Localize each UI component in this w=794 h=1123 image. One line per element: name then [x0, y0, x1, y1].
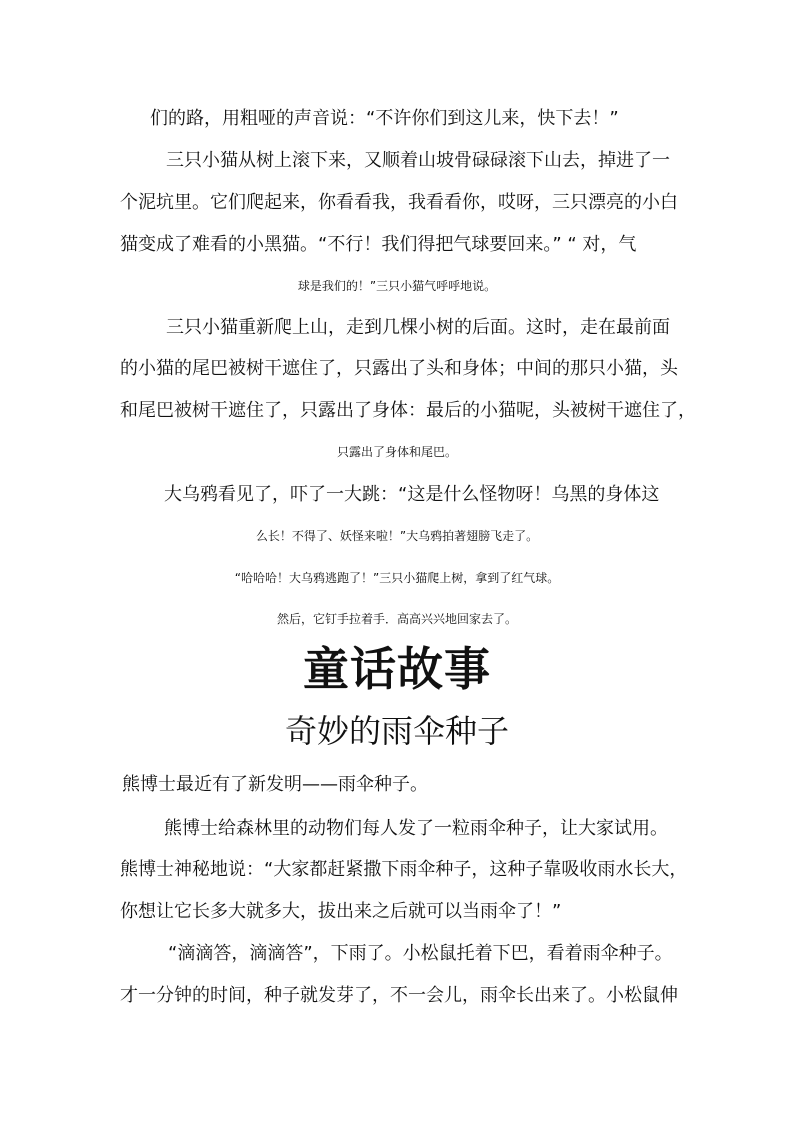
- story2-line-3: 熊博士神秘地说：“大家都赶紧撒下雨伞种子，这种子靠吸收雨水长大，: [120, 859, 688, 880]
- story2-title: 奇妙的雨伞种子: [284, 712, 509, 750]
- story2-line-4: 你想让它长多大就多大，拔出来之后就可以当雨伞了！”: [120, 901, 562, 922]
- story1-line-9: 只露出了身体和尾巴。: [336, 445, 457, 459]
- story2-line-2: 熊博士给森林里的动物们每人发了一粒雨伞种子，让大家试用。: [164, 818, 668, 839]
- story2-line-6: 才一分钟的时间，种子就发芽了，不一会儿，雨伞长出来了。小松鼠伸: [120, 985, 678, 1006]
- story1-line-13: 然后，它钉手拉着手．高高兴兴地回家去了。: [276, 612, 517, 626]
- story2-line-5: “滴滴答，滴滴答”，下雨了。小松鼠托着下巴，看着雨伞种子。: [168, 943, 673, 964]
- story1-line-2: 三只小猫从树上滚下来，又顺着山坡骨碌碌滚下山去，掉进了一: [166, 150, 670, 171]
- story1-line-3: 个泥坑里。它们爬起来，你看看我，我看看你，哎呀，三只漂亮的小白: [120, 192, 678, 213]
- section-title: 童话故事: [303, 642, 491, 696]
- story1-line-5: 球是我们的！”三只小猫气呼呼地说。: [297, 279, 497, 293]
- story1-line-6: 三只小猫重新爬上山，走到几棵小树的后面。这时，走在最前面: [166, 317, 670, 338]
- story1-line-12: “哈哈哈！大乌鸦逃跑了！”三只小猫爬上树，拿到了红气球。: [234, 571, 560, 585]
- story1-line-8: 和尾巴被树干遮住了，只露出了身体：最后的小猫呢，头被树干遮住了，: [120, 400, 696, 421]
- story2-line-1: 熊博士最近有了新发明——雨伞种子。: [122, 774, 428, 795]
- story1-line-11: 么长！不得了、妖怪来啦！”大乌鸦拍著翅膀飞走了。: [255, 529, 539, 543]
- story1-line-7: 的小猫的尾巴被树干遮住了，只露出了头和身体；中间的那只小猫，头: [120, 358, 678, 379]
- story1-line-1: 们的路，用粗哑的声音说：“不许你们到这儿来，快下去！”: [150, 108, 619, 129]
- story1-line-4: 猫变成了难看的小黑猫。“不行！我们得把气球要回来。” “ 对，气: [120, 234, 637, 255]
- story1-line-10: 大乌鸦看见了，吓了一大跳：“这是什么怪物呀！乌黑的身体这: [164, 484, 660, 505]
